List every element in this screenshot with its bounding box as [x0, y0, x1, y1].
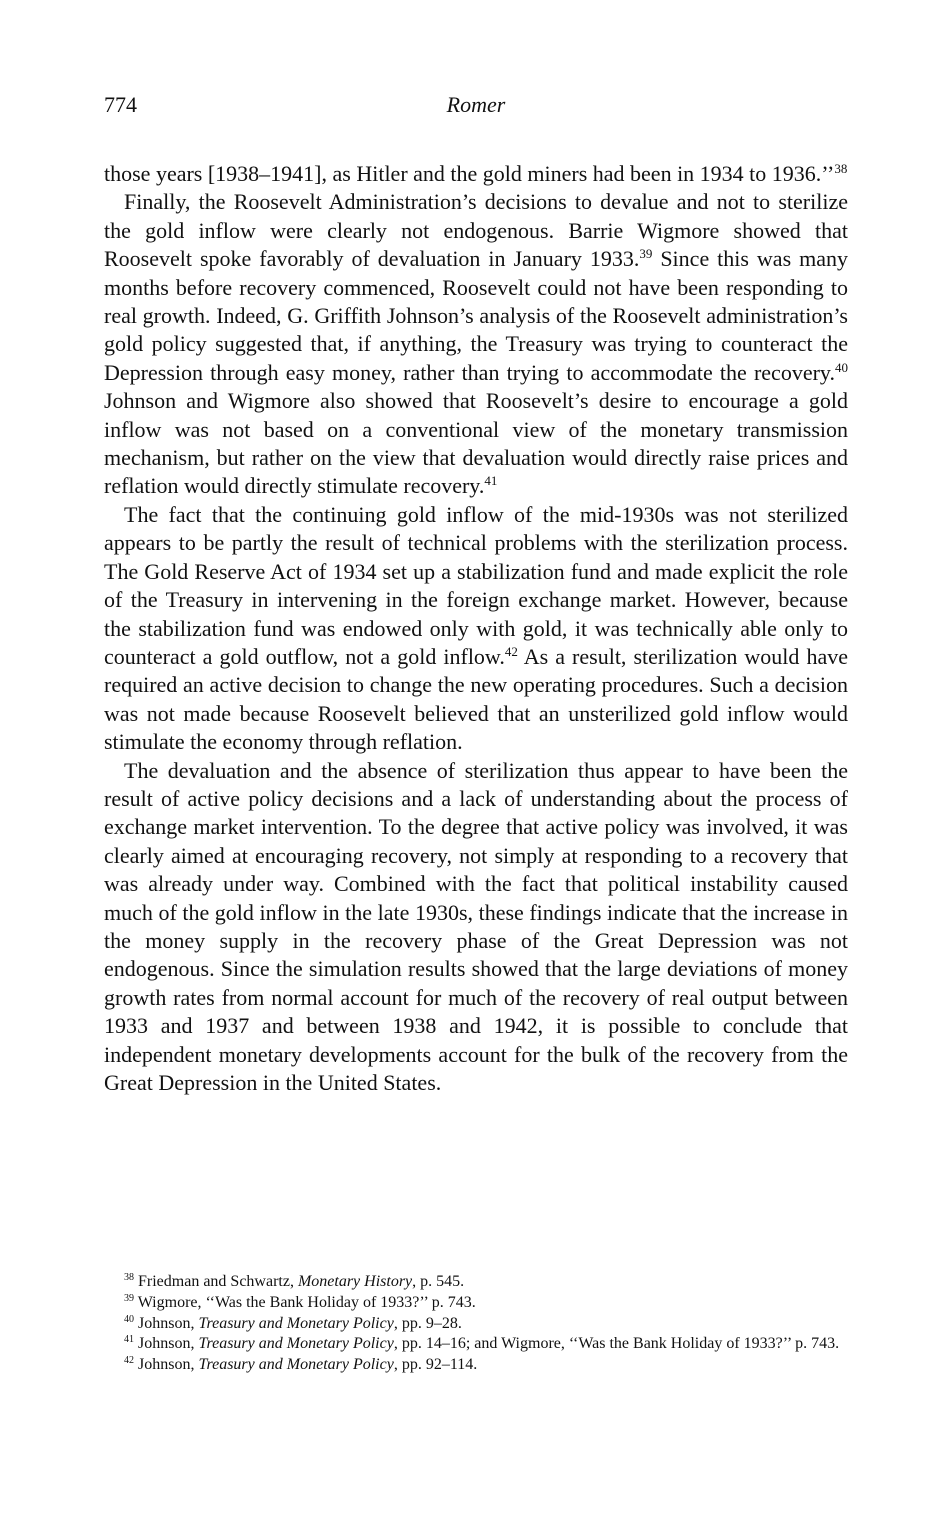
footnote-ref: 39: [639, 246, 653, 262]
footnote: [104, 1314, 848, 1335]
footnote: [104, 1334, 848, 1355]
text-run: The devaluation and the absence of sterilization thus appear to have been the result of active policy decisions and a lack of understanding about the process of exchange market intervention. To the degree that active policy was involved, it was clearly aimed at encouraging recovery, not simply at responding to a recovery that was already under way. Combined with the fact that political instability caused much of the gold inflow in the late 1930s, these findings indicate that the increase in the money supply in the recovery phase of the Great Depression was not endogenous. Since the simulation results showed that the large deviations of money growth rates from normal account for much of the recovery of real output between 1933 and 1937 and between 1938 and 1942, it is possible to conclude that independent monetary developments account for the bulk of the recovery from the Great Depression in the United States.: [104, 757, 848, 1095]
text-run: Johnson,: [134, 1314, 199, 1332]
footnote-ref: 40: [835, 359, 848, 375]
italic-title: Treasury and Monetary Policy: [198, 1314, 394, 1332]
text-run: , pp. 14–16; and Wigmore, ‘‘Was the Bank Holiday of 1933?’’ p. 743.: [393, 1335, 840, 1353]
footnote-number: 38: [124, 1272, 134, 1283]
running-header: [104, 92, 848, 124]
footnote: [104, 1272, 848, 1293]
footnote: [104, 1293, 848, 1314]
text-run: , pp. 9–28.: [393, 1314, 462, 1332]
footnote-number: 40: [124, 1313, 134, 1325]
paragraph: [104, 501, 848, 757]
text-run: As a result, sterilization would have required an active decision to change the new operating procedures. Such a decision was not made because Roosevelt believed that an unsterilized gold inflow would stimulate the economy through reflation.: [104, 643, 848, 755]
text-run: Johnson,: [134, 1335, 199, 1353]
footnote-ref: 38: [834, 161, 848, 176]
running-title: Romer: [446, 92, 506, 117]
text-run: those years [1938–1941], as Hitler and the gold miners had been in 1934 to 1936.’’: [104, 161, 835, 186]
footnotes: [104, 1272, 848, 1376]
footnote-number: 41: [124, 1334, 134, 1346]
text-run: Wigmore, ‘‘Was the Bank Holiday of 1933?’’ p. 743.: [134, 1293, 476, 1311]
footnote-ref: 42: [504, 643, 518, 659]
text-run: , pp. 92–114.: [393, 1356, 478, 1374]
text-run: Johnson,: [134, 1356, 199, 1374]
paragraph: [104, 160, 848, 188]
footnote-number: 39: [124, 1292, 134, 1304]
italic-title: Treasury and Monetary Policy: [198, 1356, 394, 1374]
text-run: Johnson and Wigmore also showed that Roosevelt’s desire to encourage a gold inflow was not based on a conventional view of the monetary transmission mechanism, but rather on the view that devaluation would directly raise prices and reflation would directly stimulate recovery.: [104, 388, 848, 499]
italic-title: Monetary History: [297, 1273, 413, 1290]
text-run: The fact that the continuing gold inflow of the mid-1930s was not sterilized appears to be partly the result of technical problems with the sterilization process. The Gold Reserve Act of 1934 set up a stabilization fund and made explicit the role of the Treasury in intervening in the foreign exchange market. However, because the stabilization fund was endowed only with gold, it was technically able only to counteract a gold outflow, not a gold inflow.: [104, 501, 848, 669]
text-run: Finally, the Roosevelt Administration’s decisions to devalue and not to sterilize the gold inflow were clearly not endogenous. Barrie Wigmore showed that Roosevelt spoke favorably of devaluation in January 1933.: [104, 189, 848, 272]
footnote-number: 42: [124, 1355, 134, 1367]
footnote: [104, 1355, 848, 1376]
footnote-ref: 41: [484, 473, 498, 489]
page-number: 774: [104, 92, 137, 117]
paragraph: [104, 188, 848, 500]
text-run: Friedman and Schwartz,: [134, 1273, 298, 1290]
paragraph: [104, 757, 848, 1098]
text-run: , p. 545.: [412, 1273, 465, 1290]
italic-title: Treasury and Monetary Policy: [198, 1335, 394, 1353]
text-run: Since this was many months before recovery commenced, Roosevelt could not have been responding to real growth. Indeed, G. Griffith Johnson’s analysis of the Roosevelt administration’s gold policy suggested that, if anything, the Treasury was trying to counteract the Depression through easy money, rather than trying to accommodate the recovery.: [104, 246, 848, 385]
body-text: [104, 160, 848, 1097]
